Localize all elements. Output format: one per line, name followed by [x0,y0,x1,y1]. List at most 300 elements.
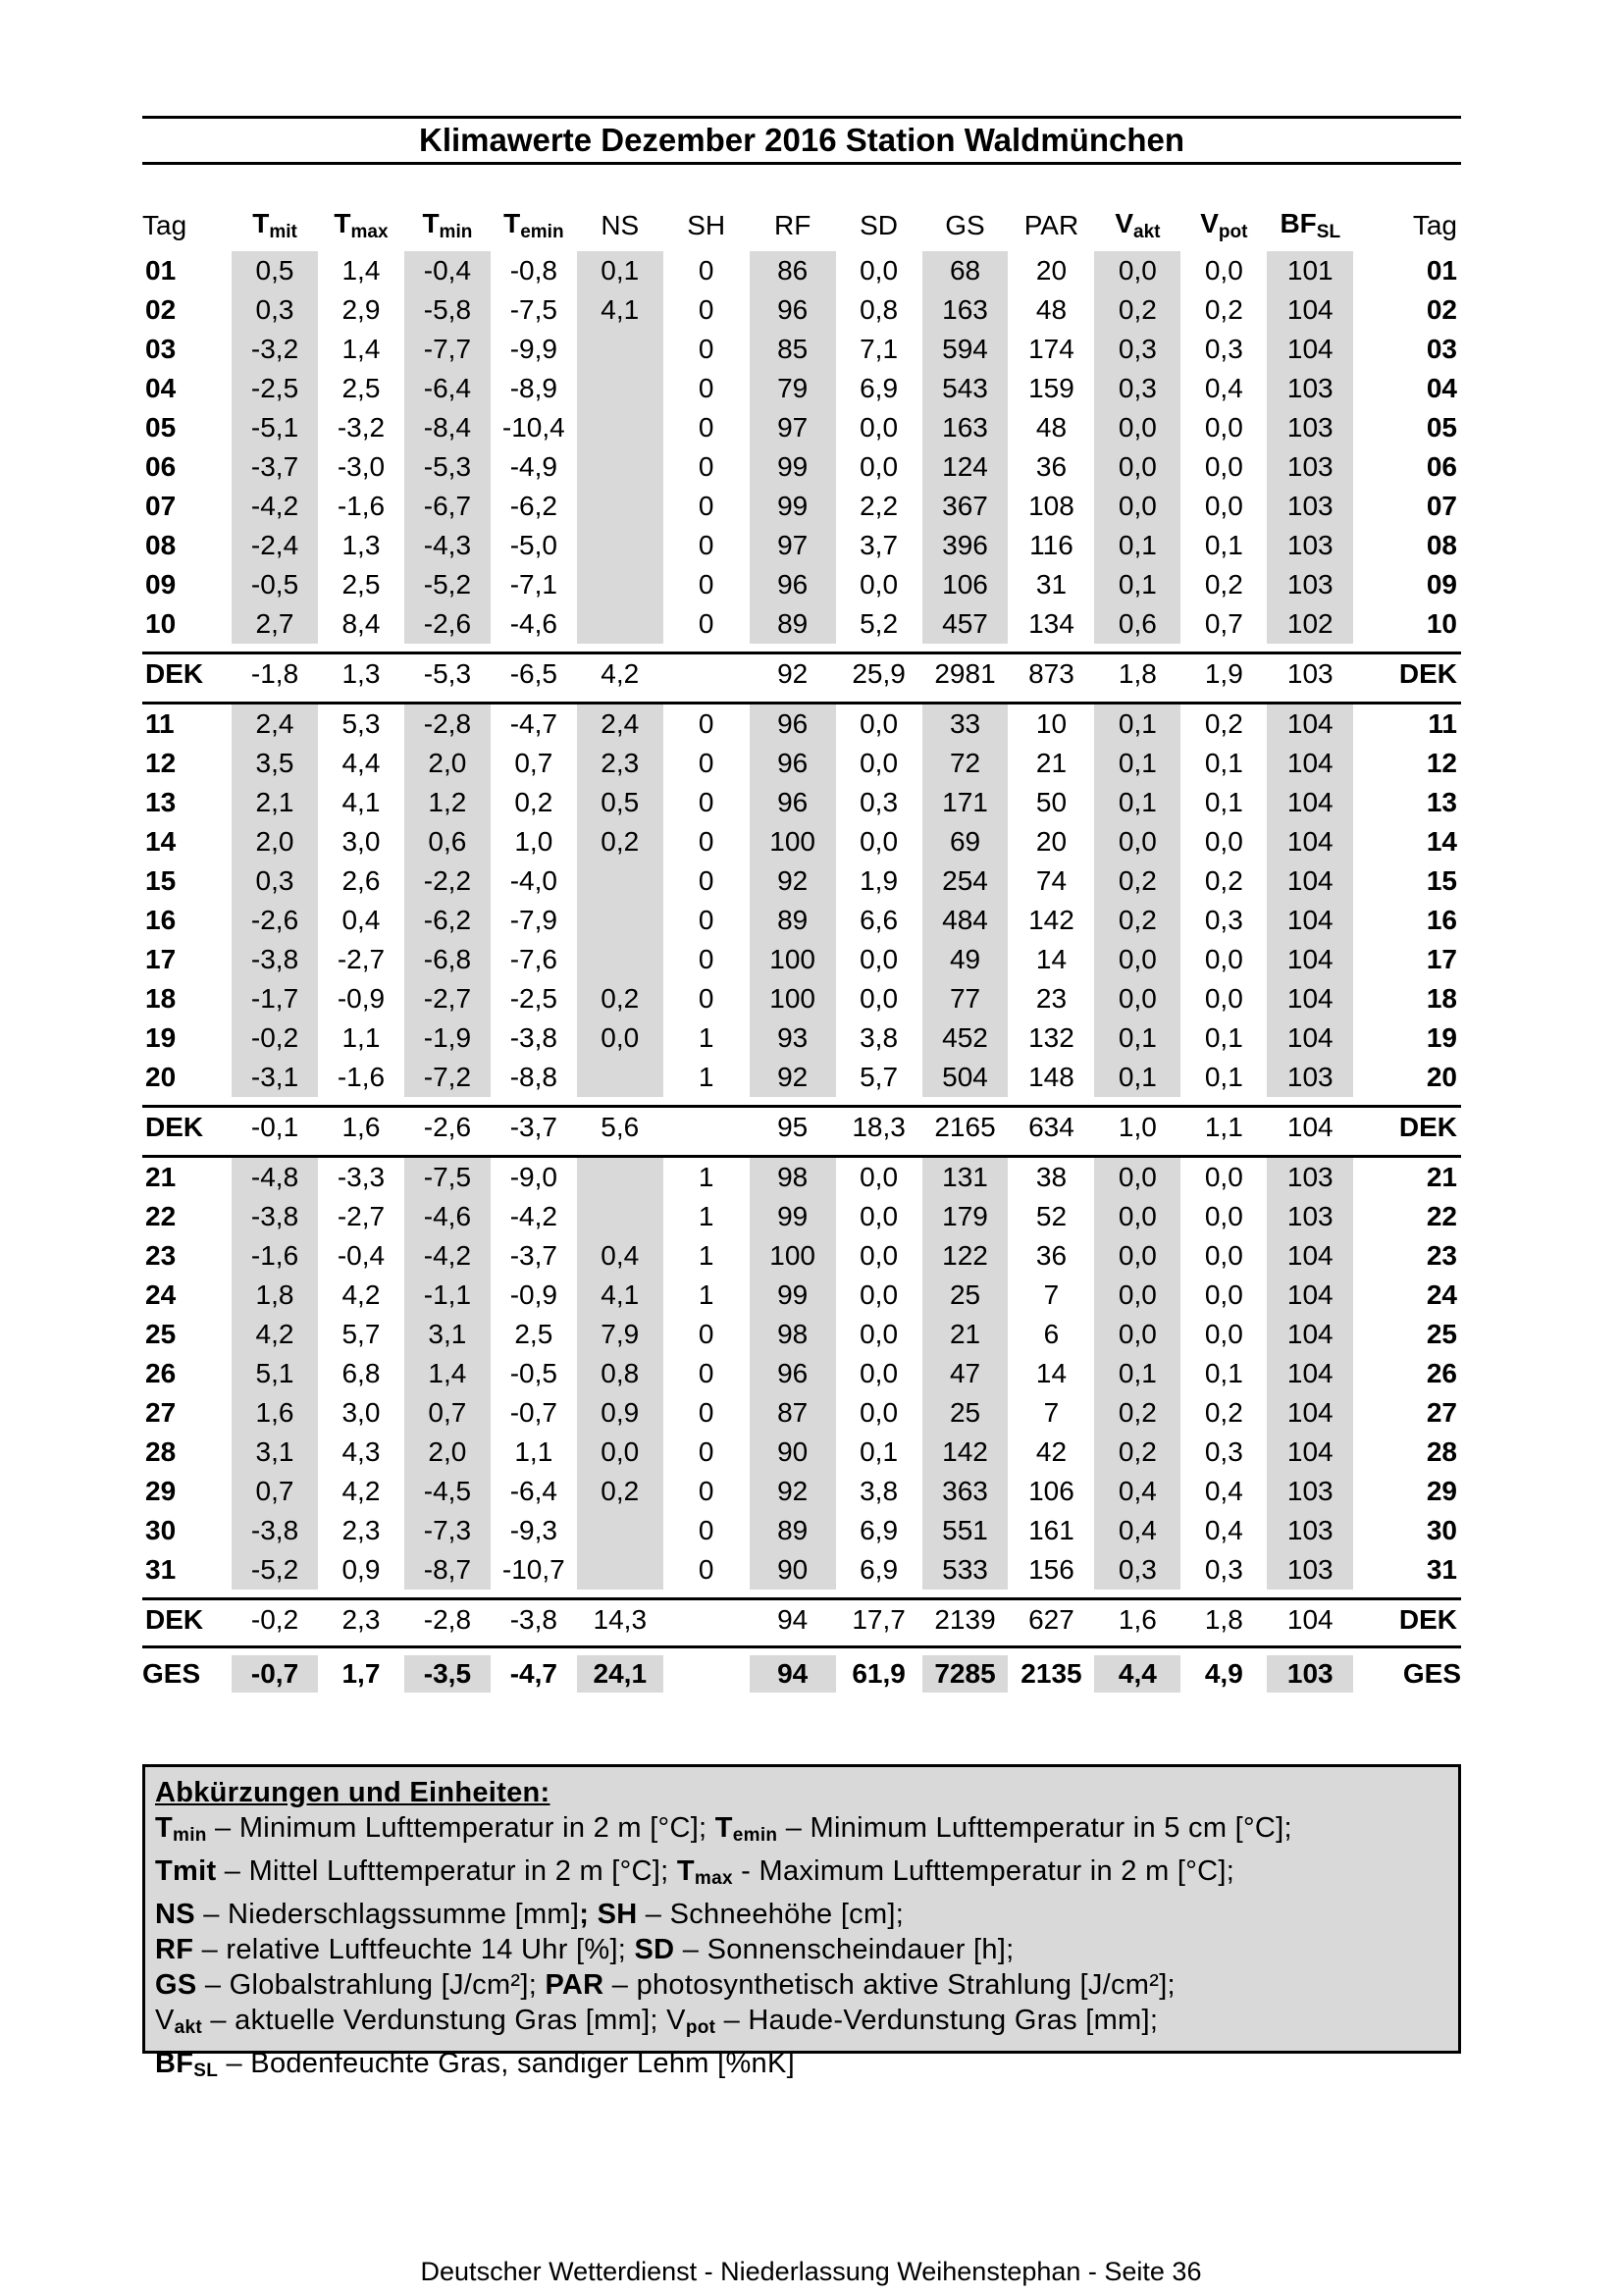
table-cell: 104 [1267,1354,1353,1393]
table-cell: -1,9 [404,1018,491,1058]
table-cell: 104 [1267,290,1353,330]
col-header-par: PAR [1023,210,1079,240]
legend-segment: – Schneehöhe [cm]; [637,1899,905,1930]
table-cell: 0,3 [232,290,318,330]
table-cell: 92 [750,861,836,901]
table-cell: 06 [145,451,177,482]
table-cell: 0,5 [577,783,663,822]
total-value: 7285 [922,1655,1009,1693]
table-cell: 96 [750,565,836,604]
table-cell: 0,7 [514,748,553,778]
table-cell [577,369,663,408]
table-cell: 171 [922,783,1009,822]
table-cell [663,653,750,695]
legend-segment: NS [155,1899,195,1930]
table-cell: -8,7 [404,1550,491,1590]
table-cell: 1 [698,1022,714,1053]
col-header-tmit: $T_{mit}$ [252,208,297,242]
table-cell: 5,2 [860,608,899,639]
table-cell: 0,0 [1094,1197,1180,1236]
table-cell: 103 [1267,408,1353,447]
table-cell: 104 [1267,1433,1353,1472]
table-cell: -4,6 [404,1197,491,1236]
table-cell: 0,4 [577,1236,663,1276]
table-cell: 363 [922,1472,1009,1511]
table-cell [232,1647,318,1700]
table-cell: 0 [698,1319,714,1349]
table-cell: 0 [698,787,714,817]
table-cell: 5,7 [860,1062,899,1092]
table-cell: 0,0 [1204,1319,1243,1349]
table-cell: 0,0 [1204,255,1243,286]
table-cell: 0 [698,1554,714,1585]
table-cell [1267,1647,1353,1700]
table-cell: 5,7 [341,1319,381,1349]
table-cell: 3,8 [860,1476,899,1506]
table-cell: 0,0 [1204,826,1243,857]
table-cell: 99 [750,1197,836,1236]
table-cell: 6,9 [860,1515,899,1545]
table-cell: -0,7 [509,1397,557,1428]
table-cell: 20 [1426,1062,1457,1092]
col-header-sd: SD [860,210,899,240]
table-cell: 11 [142,704,232,745]
table-cell: 179 [922,1197,1009,1236]
table-cell: 0,1 [577,251,663,290]
spacer-row [142,1147,1461,1157]
title-bar [142,116,1461,165]
table-cell: 89 [750,901,836,940]
table-cell: 0,1 [1094,1018,1180,1058]
table-cell: 0 [698,451,714,482]
table-cell: 1,6 [318,1107,404,1148]
table-cell: 0,0 [860,1279,899,1310]
table-cell: 69 [922,822,1009,861]
table-cell: DEK [1353,1599,1461,1641]
table-cell: 94 [750,1599,836,1641]
table-cell: -10,7 [501,1554,565,1585]
table-cell: 627 [1008,1599,1094,1641]
table-cell: 15 [145,865,177,896]
table-cell: 104 [1267,744,1353,783]
table-cell: 0,0 [1204,412,1243,443]
legend-segment: – Niederschlagssumme [mm] [194,1899,580,1930]
col-header-tag: Tag [142,210,187,240]
table-cell: 6 [1043,1319,1060,1349]
table-cell: 148 [1028,1062,1074,1092]
table-cell: 2,9 [341,294,381,325]
table-cell: 0,0 [860,1201,899,1231]
table-cell: 457 [922,604,1009,644]
table-cell: 48 [1035,294,1068,325]
table-cell: 0 [698,608,714,639]
table-cell: 25,9 [836,653,922,695]
table-cell: 6,6 [860,905,899,935]
table-cell: 97 [750,526,836,565]
table-cell: 0,3 [1204,334,1243,364]
table-cell: 31 [145,1554,177,1585]
legend-segment: $V_{akt}$ [155,2005,203,2038]
table-cell: DEK [1353,653,1461,695]
table-cell: 21 [142,1157,232,1198]
table-cell: 551 [922,1511,1009,1550]
climate-table [142,200,1461,1699]
legend-line [155,2046,1448,2089]
table-cell: 0,2 [577,979,663,1018]
col-header-vpot: $V_{pot}$ [1200,208,1248,242]
table-cell: -7,1 [509,569,557,600]
table-cell: 48 [1035,412,1068,443]
table-cell: 0,0 [1094,408,1180,447]
table-cell: 873 [1008,653,1094,695]
table-cell: 3,1 [404,1315,491,1354]
table-cell: 0 [698,1358,714,1388]
table-cell: 0,1 [1204,1358,1243,1388]
table-cell: 79 [750,369,836,408]
table-cell [1353,1647,1461,1700]
table-cell: 4,1 [341,787,381,817]
table-cell: 21 [922,1315,1009,1354]
table-cell: 104 [1267,1018,1353,1058]
table-cell: -5,2 [404,565,491,604]
table-cell: -8,4 [404,408,491,447]
table-cell: -4,9 [509,451,557,482]
table-cell: -6,5 [491,653,577,695]
table-cell: 0,0 [836,704,922,745]
table-cell: 0,0 [860,983,899,1014]
table-cell: 16 [1426,905,1457,935]
table-cell: 30 [145,1515,177,1545]
table-cell: 1,1 [1180,1107,1267,1148]
table-cell: -9,9 [509,334,557,364]
table-cell: 28 [145,1436,177,1467]
table-cell [491,1647,577,1700]
decade-summary-row [142,1599,1461,1641]
table-cell: 504 [922,1058,1009,1097]
table-cell: -0,9 [509,1279,557,1310]
table-cell: 0,0 [860,1319,899,1349]
table-cell: 0,3 [1204,1554,1243,1585]
table-cell: 96 [750,290,836,330]
table-cell: 1,1 [514,1436,553,1467]
header-row [142,200,1461,251]
table-row [142,1157,1461,1198]
table-cell: 104 [1267,901,1353,940]
total-value: 103 [1267,1655,1353,1693]
table-cell: -4,2 [232,487,318,526]
table-cell: 0,0 [1204,491,1243,521]
table-cell: 106 [1028,1476,1074,1506]
col-header-ns: NS [601,210,640,240]
table-cell: -4,3 [404,526,491,565]
table-cell: 72 [922,744,1009,783]
table-cell: 0 [698,1397,714,1428]
table-cell: 163 [922,290,1009,330]
table-cell: 0,9 [577,1393,663,1433]
table-cell: 0 [698,983,714,1014]
table-cell: 4,2 [341,1279,381,1310]
table-cell: 0,3 [1094,1550,1180,1590]
table-cell: -6,8 [404,940,491,979]
table-cell: 5,6 [577,1107,663,1148]
legend-segment: $T_{min}$ [155,1812,207,1846]
legend-segment: – aktuelle Verdunstung Gras [mm]; [202,2005,667,2036]
table-cell: 1,6 [1094,1599,1180,1641]
table-cell: 20 [1035,826,1068,857]
spacer-row [142,644,1461,653]
table-cell: -4,2 [509,1201,557,1231]
table-cell: 0,0 [1094,822,1180,861]
table-cell: 2,4 [577,704,663,745]
table-cell: 2,7 [232,604,318,644]
table-cell: 0,3 [1094,330,1180,369]
table-cell: 0,1 [1204,748,1243,778]
table-cell: 100 [750,940,836,979]
table-cell [836,1647,922,1700]
table-cell: 0,0 [1094,251,1180,290]
table-cell: -0,4 [404,251,491,290]
table-cell: -4,8 [232,1157,318,1198]
table-cell: 104 [1267,1276,1353,1315]
table-cell: 17 [145,944,177,974]
table-cell: 23 [145,1240,177,1271]
table-cell: 97 [750,408,836,447]
table-cell: 68 [922,251,1009,290]
table-cell: -3,7 [509,1240,557,1271]
table-cell: 0,5 [232,251,318,290]
table-cell [577,861,663,901]
table-cell [577,901,663,940]
table-cell: 0,2 [1180,704,1267,745]
table-cell: 0,2 [1094,290,1180,330]
table-cell: -3,8 [491,1599,577,1641]
table-cell: 0,2 [1204,1397,1243,1428]
table-cell: 1,8 [1094,653,1180,695]
table-cell: 452 [922,1018,1009,1058]
total-value: -4,7 [509,1658,557,1689]
table-cell: 02 [145,294,177,325]
table-cell: 0,0 [860,255,899,286]
table-cell: 103 [1267,1472,1353,1511]
table-cell: 0,0 [1094,979,1180,1018]
table-cell: 0,0 [860,944,899,974]
table-cell: 08 [145,530,177,560]
table-cell: 18,3 [836,1107,922,1148]
table-cell: 3,0 [341,826,381,857]
table-cell: 104 [1267,704,1353,745]
col-header-temin: $T_{emin}$ [503,208,564,242]
table-cell: 31 [1035,569,1068,600]
table-cell: 1 [698,1201,714,1231]
table-cell: 2,3 [318,1599,404,1641]
legend-segment: – Globalstrahlung [J/cm²]; [196,1969,546,2001]
table-cell: -5,1 [232,408,318,447]
table-cell: 27 [1426,1397,1457,1428]
table-cell: 25 [922,1393,1009,1433]
table-cell [577,940,663,979]
table-cell: 21 [1353,1157,1461,1198]
table-cell [922,1647,1009,1700]
table-cell [1180,1647,1267,1700]
table-cell: 0,0 [1204,1240,1243,1271]
table-cell: 0,7 [404,1393,491,1433]
table-cell: 22 [1426,1201,1457,1231]
table-cell: -1,6 [337,1062,386,1092]
table-cell: 132 [1028,1022,1074,1053]
table-cell: 104 [1267,783,1353,822]
table-cell: 4,1 [577,290,663,330]
table-cell: 33 [922,704,1009,745]
table-cell: 42 [1035,1436,1068,1467]
table-cell: 108 [1028,491,1074,521]
table-cell: 2,6 [341,865,381,896]
table-row [142,1058,1461,1097]
table-row [142,369,1461,408]
table-row [142,704,1461,745]
table-cell: 103 [1267,487,1353,526]
table-cell: 77 [922,979,1009,1018]
table-row [142,1472,1461,1511]
total-value: -0,7 [232,1655,318,1693]
table-cell: 5,1 [232,1354,318,1393]
table-cell: 99 [750,1276,836,1315]
table-cell: 1,9 [1180,653,1267,695]
table-cell: 0,0 [577,1018,663,1058]
table-row [142,783,1461,822]
table-cell: 09 [1426,569,1457,600]
table-cell: 0 [698,748,714,778]
table-cell: 0 [698,491,714,521]
legend-segment: SD [634,1934,675,1965]
table-cell: 142 [1028,905,1074,935]
legend-segment: – Minimum Lufttemperatur in 2 m [°C]; [206,1812,715,1844]
table-cell: 92 [750,1472,836,1511]
table-cell: 104 [1267,940,1353,979]
table-cell: 07 [145,491,177,521]
table-cell: 7,1 [860,334,899,364]
table-cell: 13 [145,787,177,817]
table-cell: 0,0 [1094,1236,1180,1276]
legend-segment: – Sonnenscheindauer [h]; [674,1934,1015,1965]
legend-segment: $T_{max}$ [676,1855,733,1889]
total-value: GES [142,1658,201,1689]
table-cell: 14 [1035,944,1068,974]
table-cell: 0,2 [1094,901,1180,940]
table-cell: 27 [145,1397,177,1428]
table-cell: -2,4 [232,526,318,565]
table-cell: 254 [922,861,1009,901]
table-cell: 2,0 [232,822,318,861]
table-cell: 29 [145,1476,177,1506]
table-cell: 103 [1267,1197,1353,1236]
table-cell: 156 [1028,1554,1074,1585]
table-cell: 4,2 [577,653,663,695]
table-cell: 0,3 [860,787,899,817]
table-cell: 25 [922,1276,1009,1315]
table-cell: 1 [698,1240,714,1271]
table-cell: 08 [1426,530,1457,560]
table-cell: 0,2 [1094,1393,1180,1433]
table-cell: 0 [698,1515,714,1545]
table-cell: 52 [1035,1201,1068,1231]
table-cell: 26 [1426,1358,1457,1388]
table-cell: DEK [142,1599,232,1641]
table-cell: 86 [750,251,836,290]
table-cell: 96 [750,1354,836,1393]
table-cell: -10,4 [501,412,565,443]
table-cell: 0,0 [1204,983,1243,1014]
table-cell: 1,1 [341,1022,381,1053]
col-header-tmin: $T_{min}$ [422,208,473,242]
table-cell: 122 [922,1236,1009,1276]
table-row [142,487,1461,526]
total-value: 94 [750,1655,836,1693]
table-cell: -1,6 [337,491,386,521]
table-cell: 1,0 [1094,1107,1180,1148]
table-cell: 396 [922,526,1009,565]
total-value: GES [1402,1658,1461,1689]
table-cell: 103 [1267,447,1353,487]
table-row [142,1433,1461,1472]
table-cell: DEK [142,1107,232,1148]
table-cell: 0,4 [1094,1511,1180,1550]
table-cell: 367 [922,487,1009,526]
table-cell: 10 [1426,608,1457,639]
table-cell [577,604,663,644]
table-cell: 0,0 [1094,940,1180,979]
table-cell: 161 [1028,1515,1074,1545]
table-cell: -6,7 [404,487,491,526]
table-cell: 98 [750,1315,836,1354]
table-cell: -2,6 [404,604,491,644]
legend-segment: – photosynthetisch aktive Strahlung [J/cm²]; [603,1969,1176,2001]
table-cell: 14 [1426,826,1457,857]
table-cell: 4,2 [232,1315,318,1354]
table-cell [404,1647,491,1700]
table-cell: -8,8 [509,1062,557,1092]
table-cell: 01 [145,255,177,286]
table-cell: 0,2 [1204,294,1243,325]
table-cell: 2,0 [404,1433,491,1472]
table-cell: -2,2 [404,861,491,901]
table-cell: 95 [750,1107,836,1148]
table-cell: 2,1 [232,783,318,822]
table-cell: 0,6 [1094,604,1180,644]
table-cell: 20 [1035,255,1068,286]
table-cell: 3,8 [860,1022,899,1053]
table-cell: 99 [750,487,836,526]
table-row [142,251,1461,290]
table-row [142,822,1461,861]
table-cell: 0,9 [341,1554,381,1585]
table-cell: -5,3 [404,447,491,487]
table-cell: 1,8 [232,1276,318,1315]
table-cell: 0,0 [836,1157,922,1198]
table-cell: -7,9 [509,905,557,935]
table-cell: -6,2 [404,901,491,940]
table-cell [577,408,663,447]
legend-lines [155,1810,1448,2089]
table-cell: 0,2 [1094,861,1180,901]
table-row [142,408,1461,447]
table-cell: 0,2 [1204,865,1243,896]
table-cell: 0,4 [1094,1472,1180,1511]
legend-segment: $BF_{SL}$ [155,2048,219,2081]
table-cell: 0,0 [1204,1279,1243,1310]
table-cell: -3,2 [337,412,386,443]
table-cell: 29 [1426,1476,1457,1506]
table-cell [750,1647,836,1700]
